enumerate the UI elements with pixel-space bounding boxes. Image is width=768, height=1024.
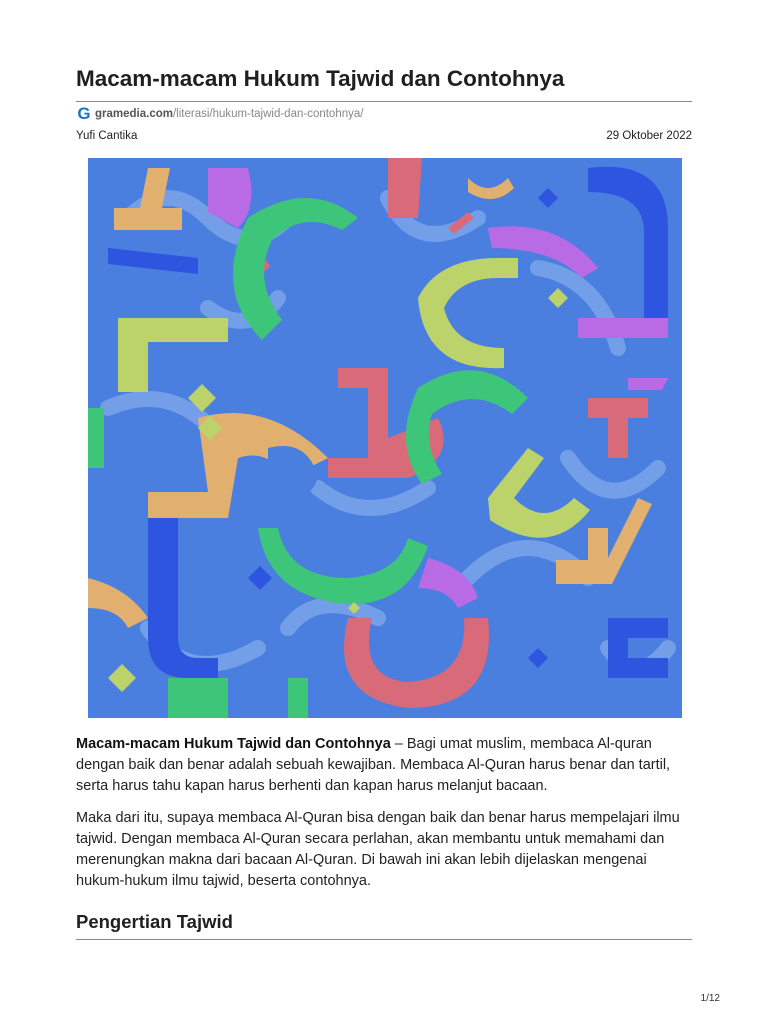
- section-heading: Pengertian Tajwid: [76, 911, 233, 932]
- intro-paragraph: [76, 734, 692, 797]
- section-divider: [76, 939, 692, 940]
- source-path[interactable]: /literasi/hukum-tajwid-dan-contohnya/: [172, 108, 364, 120]
- title-divider: [76, 101, 692, 102]
- gramedia-logo-icon: G: [77, 104, 91, 123]
- source-link[interactable]: [76, 106, 363, 122]
- article-title: Macam-macam Hukum Tajwid dan Contohnya: [76, 66, 565, 91]
- hero-image: [88, 158, 682, 718]
- intro-text: – Bagi umat muslim, membaca Al-quran dengan baik dan benar adalah sebuah kewajiban. Membaca Al-Quran harus benar dan tartil, serta harus tahu kapan harus berhenti dan kapan harus melanjut bacaan.: [76, 736, 671, 794]
- article-date: 29 Oktober 2022: [606, 130, 692, 142]
- intro-bold-lead: Macam-macam Hukum Tajwid dan Contohnya: [76, 736, 391, 752]
- source-domain[interactable]: gramedia.com: [95, 108, 173, 120]
- page-number: 1/12: [700, 993, 720, 1004]
- body-paragraph: Maka dari itu, supaya membaca Al-Quran bisa dengan baik dan benar harus mempelajari ilmu tajwid. Dengan membaca Al-Quran secara perlahan, akan membantu untuk memahami dan merenungkan makna dari bacaan Al-Quran. Di bawah ini akan lebih dijelaskan mengenai hukum-hukum ilmu tajwid, beserta contohnya.: [76, 810, 680, 889]
- article-author: Yufi Cantika: [76, 130, 138, 142]
